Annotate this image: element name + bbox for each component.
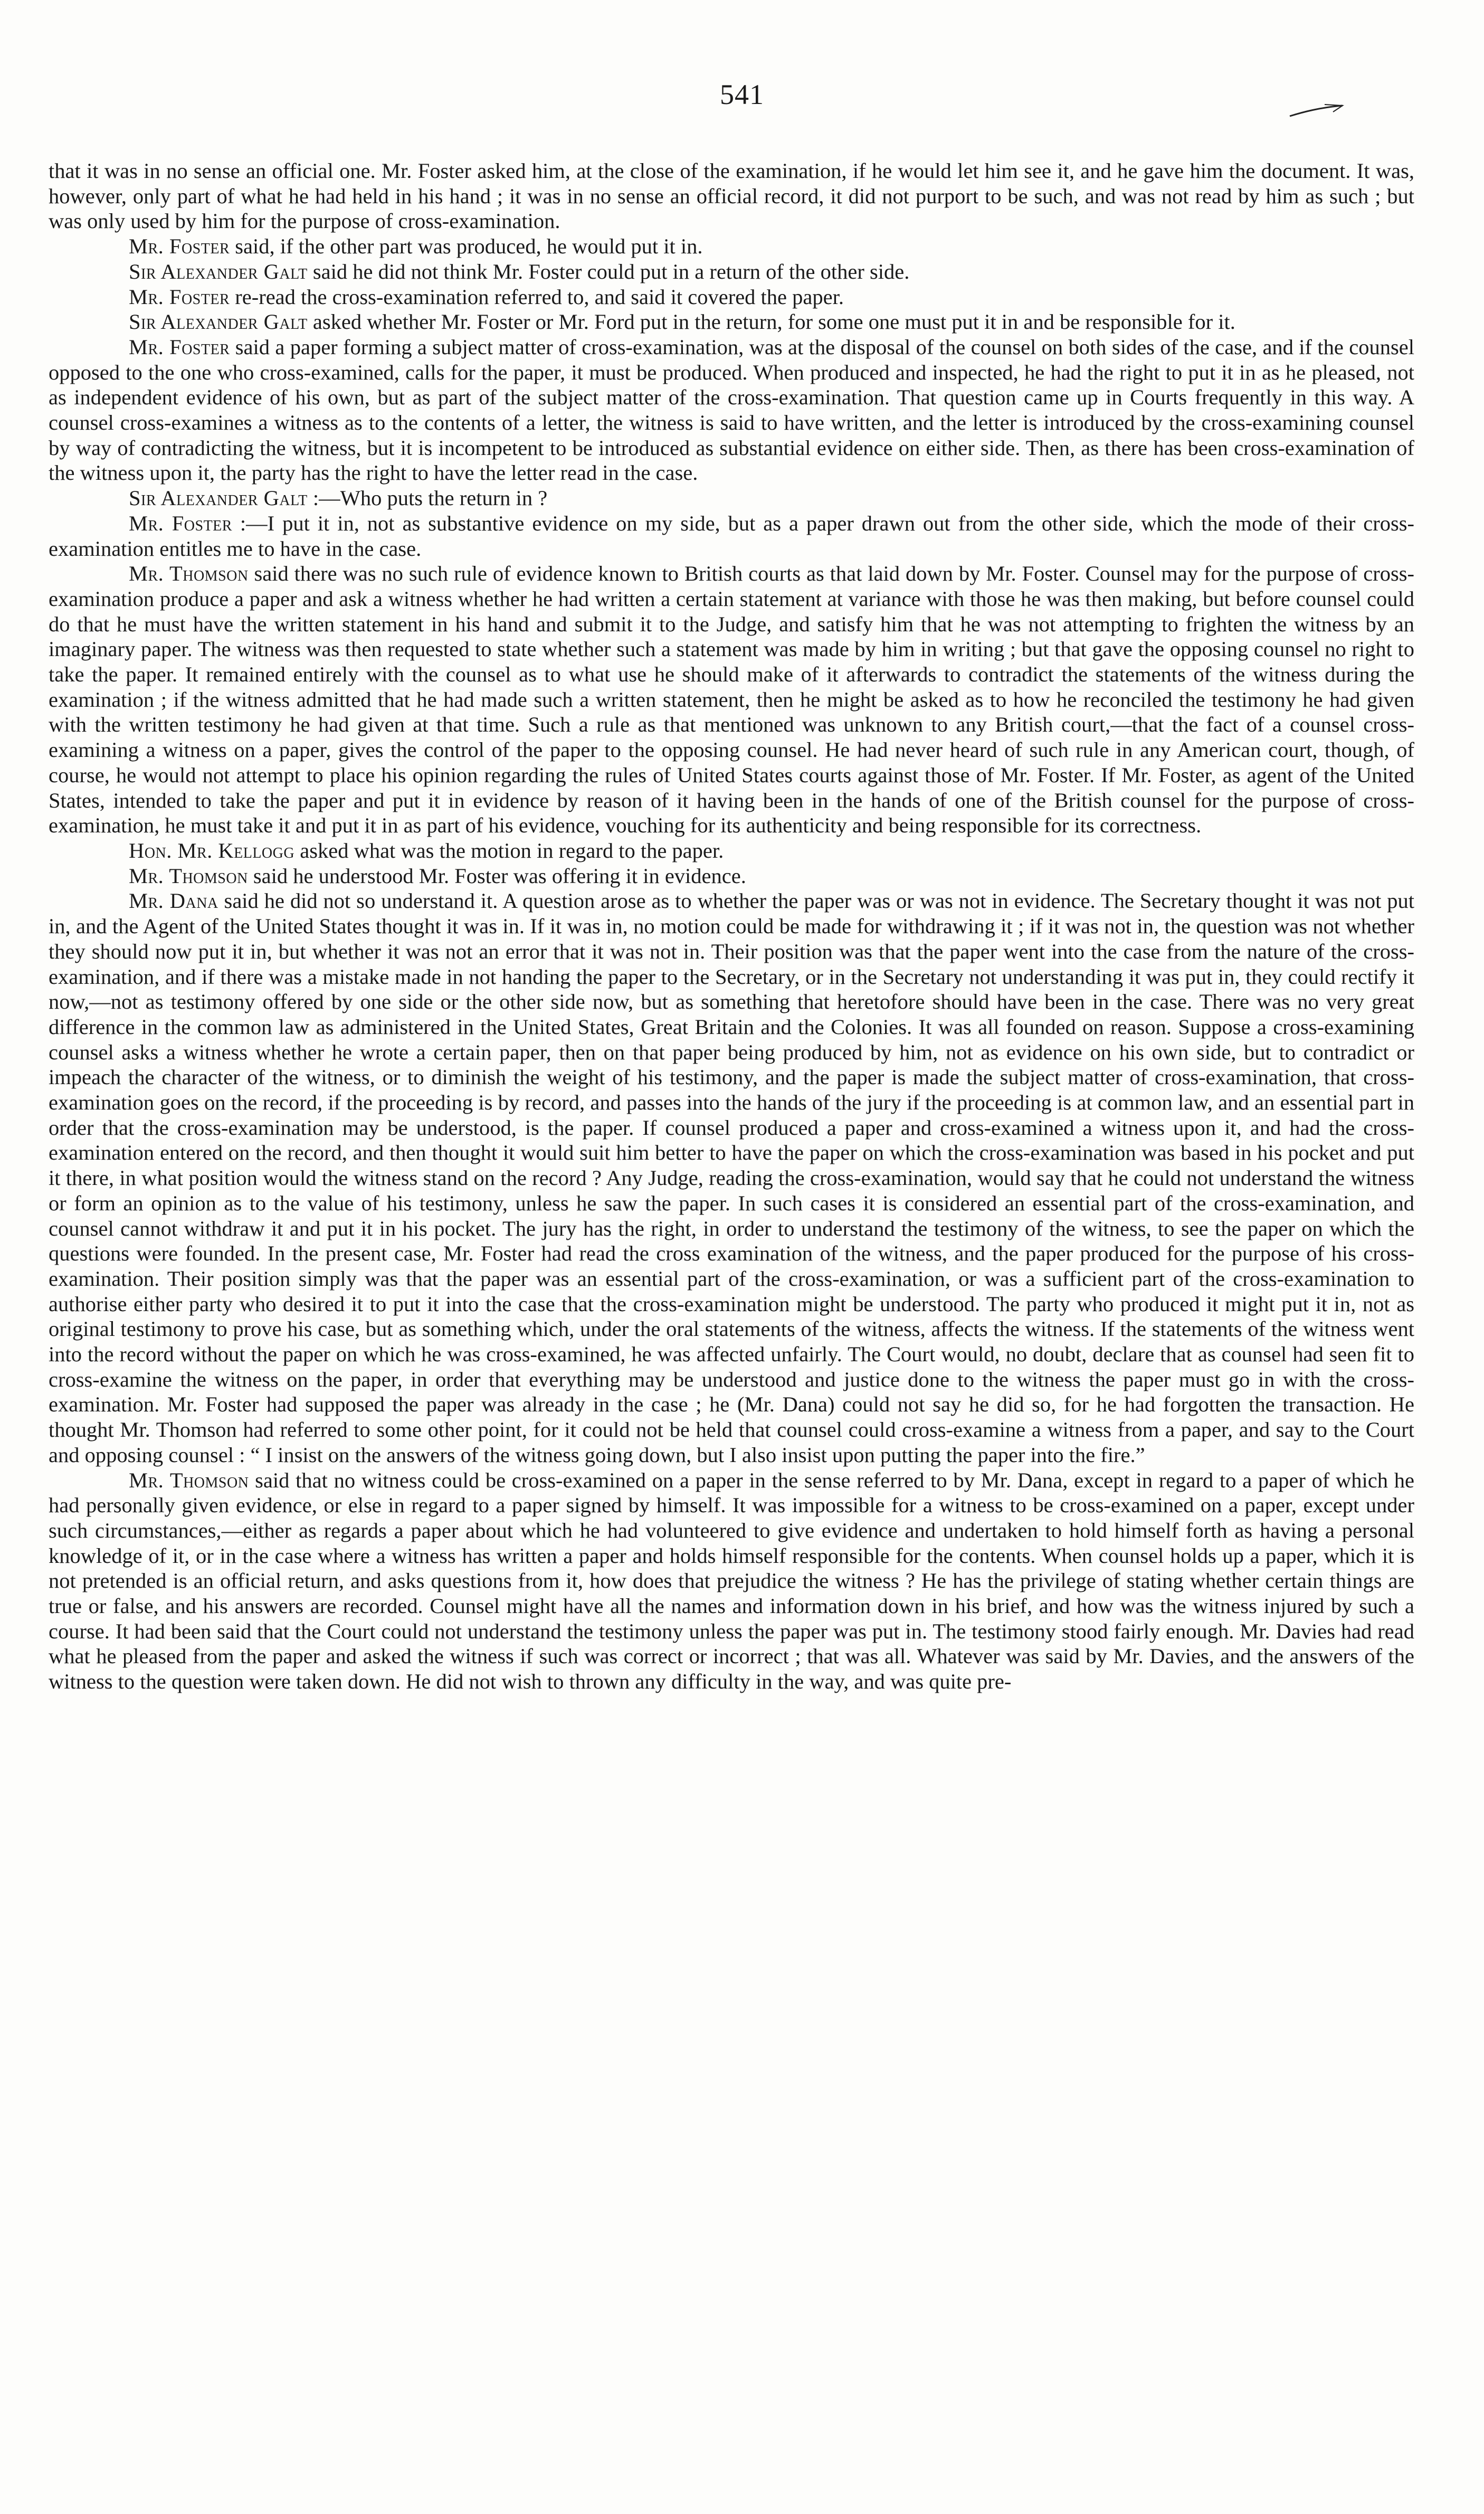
paragraph (49, 234, 1414, 259)
paragraph-text: said, if the other part was produced, he would put it in. (230, 234, 703, 259)
paragraph (49, 838, 1414, 864)
speaker-name: Mr. Thomson (129, 864, 248, 888)
speaker-name: Mr. Foster (129, 335, 230, 359)
speaker-name: Sir Alexander Galt (129, 486, 308, 510)
paragraph-text: asked what was the motion in regard to the paper. (294, 838, 724, 862)
speaker-name: Mr. Foster (129, 284, 230, 309)
speaker-name: Hon. Mr. Kellogg (129, 838, 295, 862)
paragraph (49, 309, 1414, 335)
paragraph (49, 158, 1414, 234)
paragraph (49, 864, 1414, 889)
body-text (49, 158, 1414, 1694)
paragraph-text: said a paper forming a subject matter of cross-examination, was at the disposal of the counsel on both sides of the case, and if the counsel opposed to the one who cross-examined, calls for the paper, it must be produced. When produced and inspected, he had the right to put it in as he pleased, not as independent evidence of his own, but as part of the subject matter of the cross-examination. That question came up in Courts frequently in this way. A counsel cross-examines a witness as to the contents of a letter, the witness is said to have written, and the letter is introduced by the cross-examining counsel by way of contradicting the witness, but it is incompetent to be introduced as substantial evidence on either side. Then, as there has been cross-examination of the witness upon it, the party has the right to have the letter read in the case. (49, 335, 1414, 485)
paragraph-text: asked whether Mr. Foster or Mr. Ford put in the return, for some one must put it in and be responsible for it. (307, 310, 1235, 334)
paragraph (49, 888, 1414, 1467)
paragraph-text: :—I put it in, not as substantive evidence on my side, but as a paper drawn out from the other side, which the mode of their cross-examination entitles me to have in the case. (49, 511, 1414, 561)
speaker-name: Mr. Thomson (129, 562, 249, 586)
paragraph-text: re-read the cross-examination referred to, and said it covered the paper. (230, 284, 844, 309)
paragraph-text: :—Who puts the return in ? (307, 486, 548, 510)
paragraph (49, 1468, 1414, 1694)
paragraph-text: said he understood Mr. Foster was offering it in evidence. (248, 864, 746, 888)
paragraph (49, 511, 1414, 561)
paragraph (49, 259, 1414, 284)
paragraph (49, 335, 1414, 486)
paragraph (49, 561, 1414, 838)
paragraph-text: said that no witness could be cross-examined on a paper in the sense referred to by Mr. Dana, except in regard to a paper of which he had personally given evidence, or else in regard to a paper signed by himself. It was impossible for a witness to be cross-examined on a paper, except under such circumstances,—either as regards a paper about which he had volunteered to give evidence and undertaken to hold himself forth as having a personal knowledge of it, or in the case where a witness has written a paper and holds himself responsible for the contents. When counsel holds up a paper, which it is not pretended is an official return, and asks questions from it, how does that prejudice the witness ? He has the privilege of stating whether certain things are true or false, and his answers are recorded. Counsel might have all the names and information down in his brief, and how was the witness injured by such a course. It had been said that the Court could not understand the testimony unless the paper was put in. The testimony stood fairly enough. Mr. Davies had read what he pleased from the paper and asked the witness if such was correct or incorrect ; that was all. Whatever was said by Mr. Davies, and the answers of the witness to the question were taken down. He did not wish to thrown any difficulty in the way, and was quite pre- (49, 1468, 1415, 1694)
paragraph-text: said there was no such rule of evidence known to British courts as that laid down by Mr. Foster. Counsel may for the purpose of cross-examination produce a paper and ask a witness whether he had written a certain statement at variance with those he was then making, but before counsel could do that he must have the written statement in his hand and submit it to the Judge, and satisfy him that he was not attempting to frighten the witness by an imaginary paper. The witness was then requested to state whether such a statement was made by him in writing ; but that gave the opposing counsel no right to take the paper. It remained entirely with the counsel as to what use he should make of it afterwards to contradict the statements of the witness during the examination ; if the witness admitted that he had made such a written statement, then he might be asked as to how he reconciled the testimony he had given with the written testimony he had given at that time. Such a rule as that mentioned was unknown to any British court,—that the fact of a counsel cross-examining a witness on a paper, gives the control of the paper to the opposing counsel. He had never heard of such rule in any American court, though, of course, he would not attempt to place his opinion regarding the rules of United States courts against those of Mr. Foster. If Mr. Foster, as agent of the United States, intended to take the paper and put it in evidence by reason of it having been in the hands of one of the British counsel for the purpose of cross-examination, he must take it and put it in as part of his evidence, vouching for its authenticity and being responsible for its correctness. (49, 562, 1415, 838)
paragraph (49, 486, 1414, 511)
paragraph-text: said he did not think Mr. Foster could put in a return of the other side. (307, 259, 910, 283)
speaker-name: Mr. Thomson (129, 1468, 249, 1492)
paragraph-text: said he did not so understand it. A question arose as to whether the paper was or was not in evidence. The Secretary thought it was not put in, and the Agent of the United States thought it was in. If it was in, no motion could be made for withdrawing it ; if it was not in, the question was not whether they should now put it in, but whether it was not an error that it was not in. Their position was that the paper went into the case from the nature of the cross-examination, and if there was a mistake made in not handing the paper to the Secretary, or in the Secretary not understanding it was put in, they could rectify it now,—not as testimony offered by one side or the other side now, but as something that heretofore should have been in the case. There was no very great difference in the common law as administered in the United States, Great Britain and the Colonies. It was all founded on reason. Suppose a cross-examining counsel asks a witness whether he wrote a certain paper, then on that paper being produced by him, not as evidence on his own side, but to contradict or impeach the character of the witness, or to diminish the weight of his testimony, and the paper is made the subject matter of cross-examination, that cross-examination goes on the record, if the proceeding is by record, and passes into the hands of the jury if the proceeding is at common law, and an essential part in order that the cross-examination may be understood, is the paper. If counsel produced a paper and cross-examined a witness upon it, and had the cross-examination entered on the record, and then thought it would suit him better to have the paper on which the cross-examination was based in his pocket and put it there, in what position would the witness stand on the record ? Any Judge, reading the cross-examination, would say that he could not understand the witness or form an opinion as to the value of his testimony, unless he saw the paper. In such cases it is considered an essential part of the cross-examination, and counsel cannot withdraw it and put it in his pocket. The jury has the right, in order to understand the testimony of the witness, to see the paper on which the questions were founded. In the present case, Mr. Foster had read the cross examination of the witness, and the paper produced for the purpose of his cross-examination. Their position simply was that the paper was an essential part of the cross-examination, or was a sufficient part of the cross-examination to authorise either party who desired it to put it into the case that the cross-examination might be understood. The party who produced it might put it in, not as original testimony to prove his case, but as something which, under the oral statements of the witness, affects the witness. If the statements of the witness went into the record without the paper on which he was cross-examined, he was affected unfairly. The Court would, no doubt, declare that as counsel had seen fit to cross-examine the witness on the paper, in order that everything may be understood and justice done to the witness the paper must go in with the cross-examination. Mr. Foster had supposed the paper was already in the case ; he (Mr. Dana) could not say he did so, for he had forgotten the transaction. He thought Mr. Thomson had referred to some other point, for it could not be held that counsel could cross-examine a witness from a paper, and say to the Court and opposing counsel : “ I insist on the answers of the witness going down, but I also insist upon putting the paper into the fire.” (49, 889, 1414, 1467)
page-number: 541 (720, 79, 764, 110)
speaker-name: Mr. Dana (129, 889, 218, 913)
speaker-name: Sir Alexander Galt (129, 259, 308, 283)
paragraph (49, 284, 1414, 310)
speaker-name: Mr. Foster (129, 511, 232, 535)
paragraph-text: that it was in no sense an official one. Mr. Foster asked him, at the close of the examination, if he would let him see it, and he gave him the document. It was, however, only part of what he had held in his hand ; it was in no sense an official record, it did not purport to be such, and was not read by him as such ; but was only used by him for the purpose of cross-examination. (49, 159, 1414, 233)
speaker-name: Sir Alexander Galt (129, 310, 308, 334)
pen-mark (1288, 100, 1346, 121)
speaker-name: Mr. Foster (129, 234, 230, 259)
